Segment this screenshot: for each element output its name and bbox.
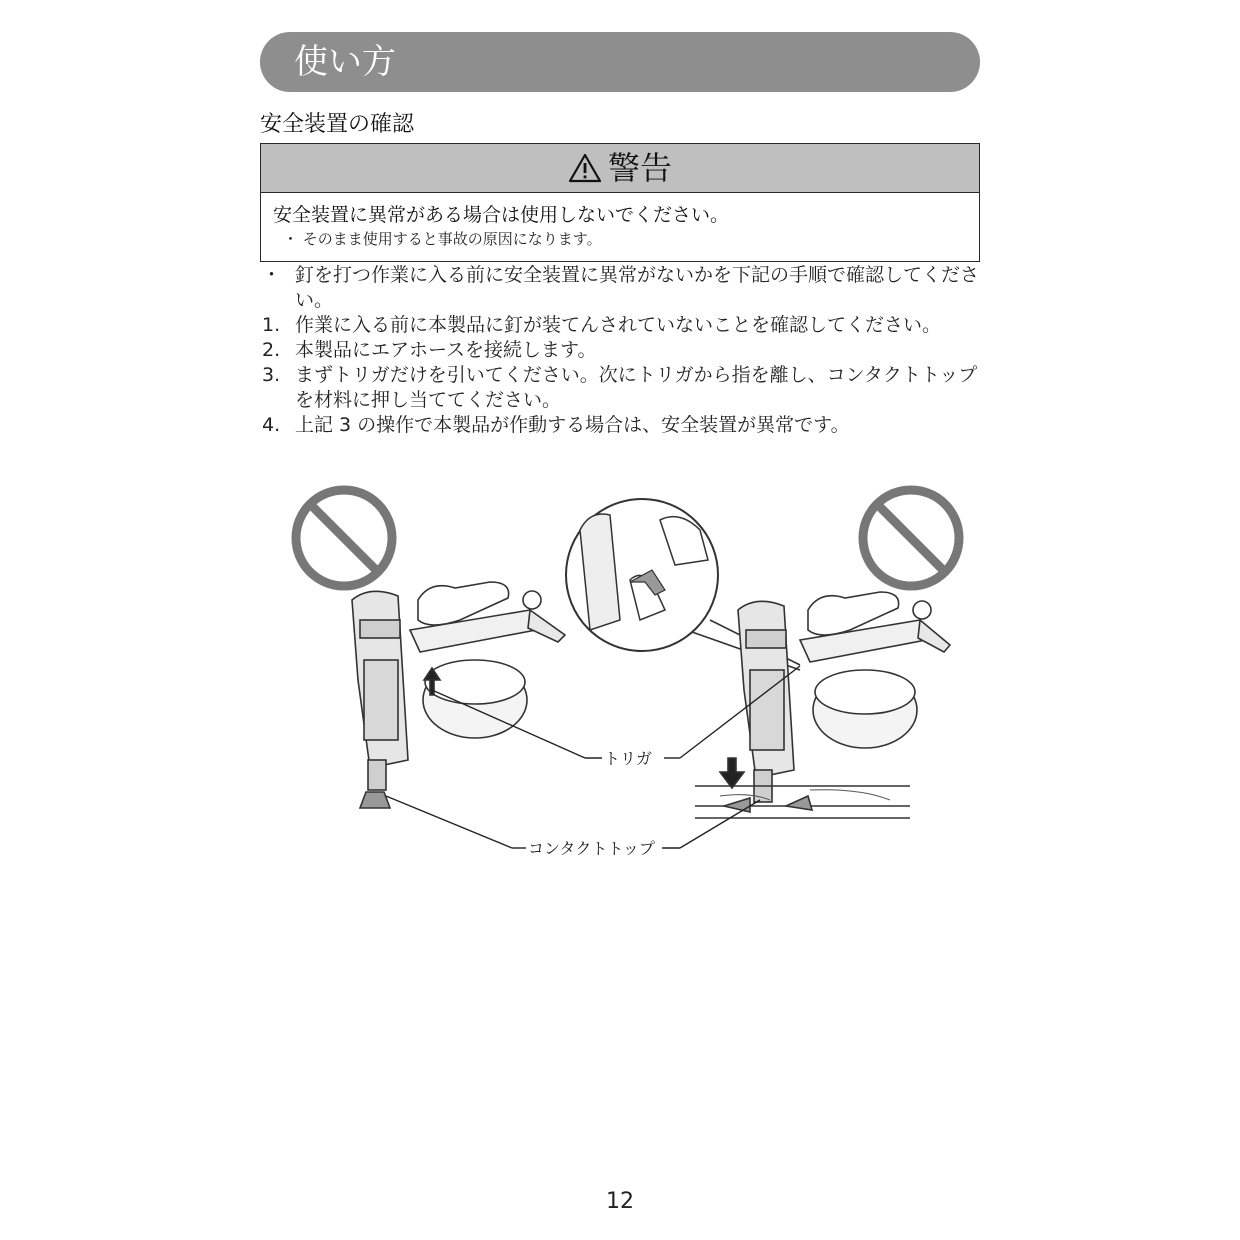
warning-triangle-icon — [568, 153, 602, 183]
prohibition-icon — [296, 490, 392, 586]
list-item — [260, 413, 984, 438]
safety-check-figure — [280, 470, 980, 870]
warning-note: ・ そのまま使用すると事故の原因になります。 — [283, 230, 602, 248]
list-marker: 1. — [262, 314, 281, 336]
instructions-list — [260, 263, 984, 438]
list-marker: 4. — [262, 414, 281, 436]
warning-box — [260, 143, 980, 262]
list-item-text: 釘を打つ作業に入る前に安全装置に異常がないかを下記の手順で確認してください。 — [295, 264, 980, 311]
section-title: 使い方 — [294, 42, 396, 82]
warning-title: 警告 — [607, 149, 672, 187]
list-item-text: まずトリガだけを引いてください。次にトリガから指を離し、コンタクトトップを材料に押し当ててください。 — [295, 364, 978, 411]
list-marker: 3. — [262, 364, 281, 386]
section-banner — [260, 32, 980, 92]
warning-main-text: 安全装置に異常がある場合は使用しないでください。 — [273, 204, 730, 226]
warning-header — [261, 144, 979, 193]
subheading: 安全装置の確認 — [260, 112, 415, 137]
list-item-text: 上記 3 の操作で本製品が作動する場合は、安全装置が異常です。 — [295, 414, 850, 436]
nailer-illustration — [695, 592, 950, 818]
list-item-text: 本製品にエアホースを接続します。 — [295, 339, 597, 361]
list-item — [260, 338, 984, 363]
warning-body — [261, 193, 979, 249]
list-item-text: 作業に入る前に本製品に釘が装てんされていないことを確認してください。 — [295, 314, 942, 336]
contact-top-label: コンタクトトップ — [528, 839, 655, 858]
nailer-illustration — [352, 582, 565, 808]
list-item — [260, 263, 984, 313]
list-marker: 2. — [262, 339, 281, 361]
prohibition-icon — [863, 490, 959, 586]
list-item — [260, 363, 984, 413]
page-number: 12 — [606, 1189, 634, 1214]
list-marker: ・ — [262, 264, 282, 286]
trigger-label: トリガ — [604, 749, 652, 768]
list-item — [260, 313, 984, 338]
